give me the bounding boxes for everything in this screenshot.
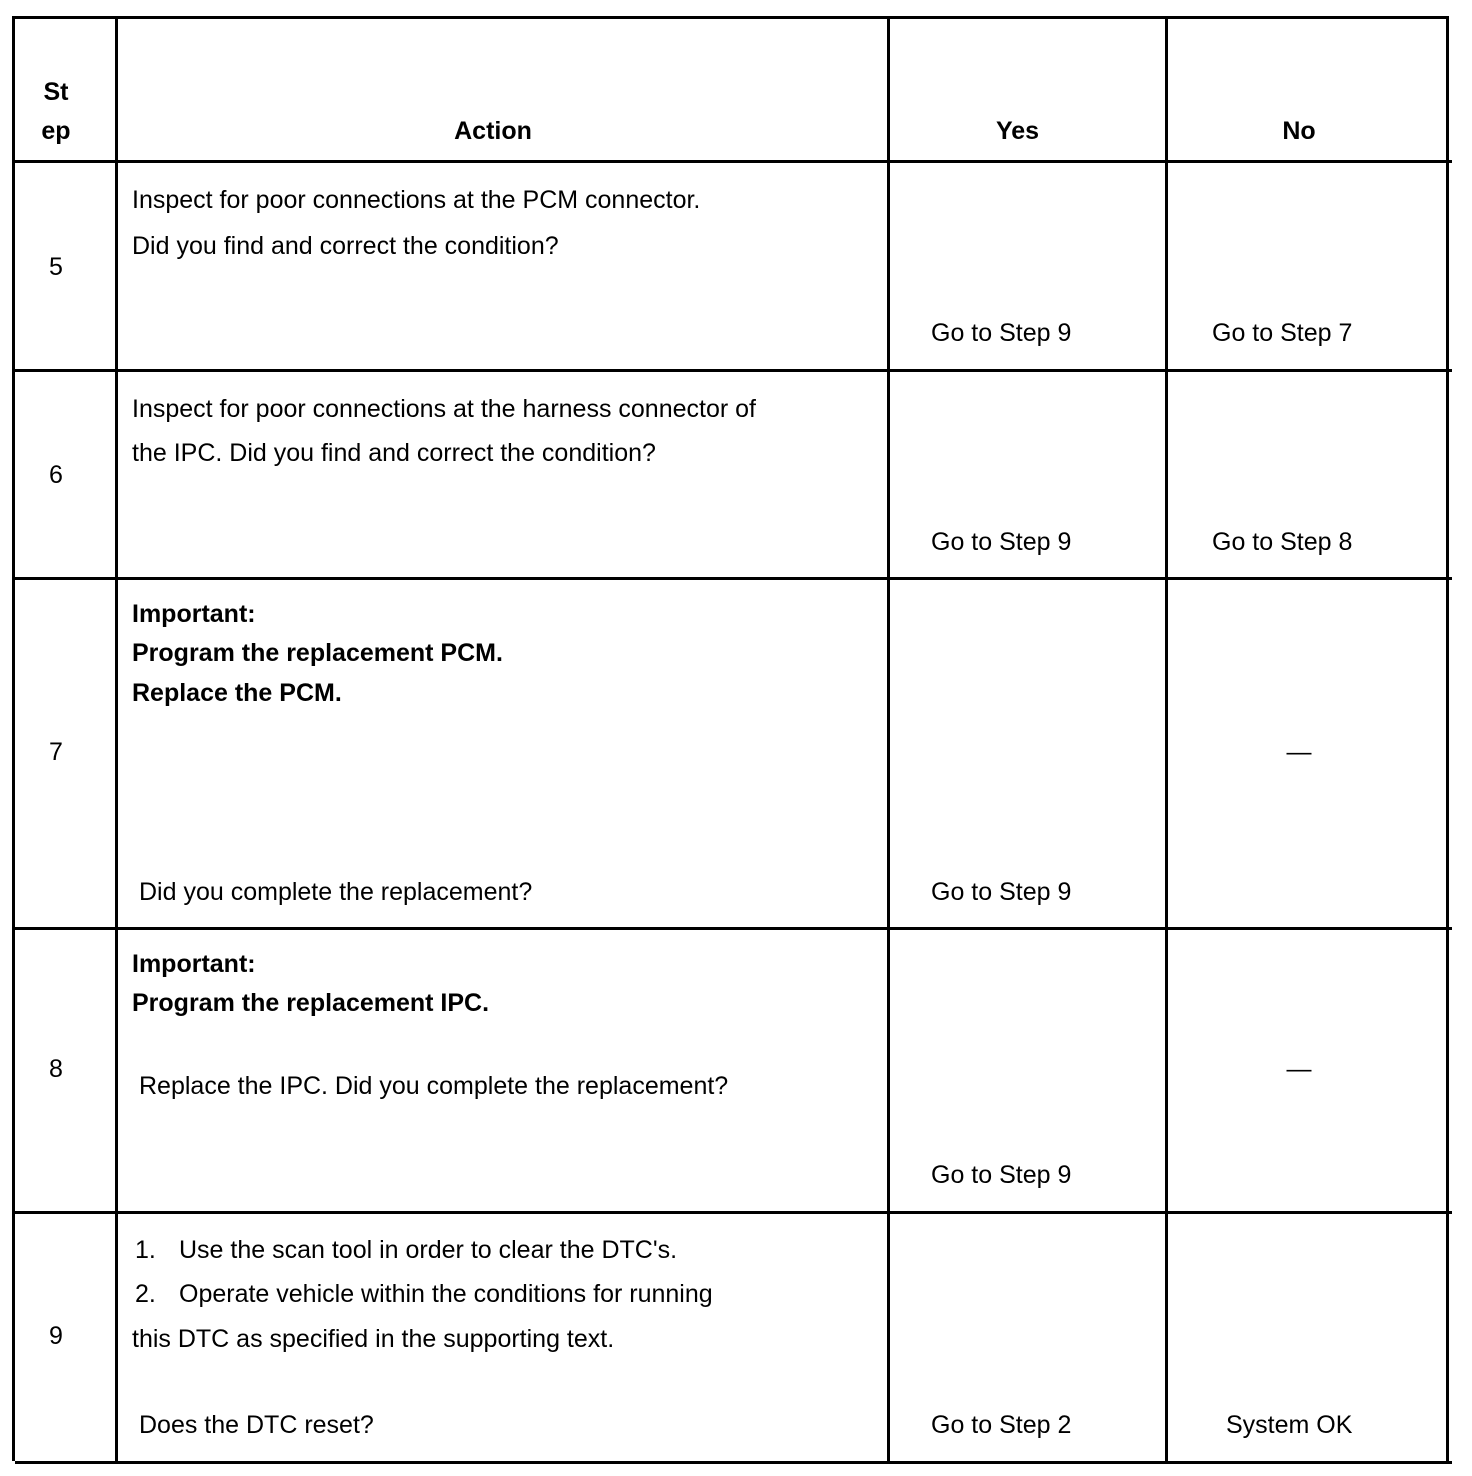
action-question: Did you complete the replacement? — [139, 878, 533, 906]
important-line: Replace the PCM. — [132, 679, 342, 707]
no-result: Go to Step 7 — [1212, 319, 1353, 347]
important-label: Important: — [132, 600, 256, 628]
step-number: 8 — [49, 1055, 63, 1083]
row-divider — [15, 1461, 1452, 1464]
important-line: Program the replacement IPC. — [132, 989, 490, 1017]
action-line: Did you find and correct the condition? — [132, 232, 559, 260]
no-result: — — [1286, 738, 1312, 766]
row-divider — [15, 577, 1452, 580]
row-divider — [15, 160, 1452, 163]
row-divider — [15, 369, 1452, 372]
action-question: Replace the IPC. Did you complete the replacement? — [139, 1072, 729, 1100]
row-divider — [15, 927, 1452, 930]
list-continuation: this DTC as specified in the supporting text. — [132, 1325, 615, 1353]
header-yes: Yes — [995, 117, 1040, 145]
header-step — [30, 80, 82, 144]
column-divider — [115, 19, 118, 1461]
step-number: 7 — [49, 738, 63, 766]
header-step-line2: ep — [41, 117, 71, 145]
list-text: Operate vehicle within the conditions for running — [179, 1280, 713, 1308]
list-number: 1. — [135, 1236, 156, 1264]
important-label: Important: — [132, 950, 256, 978]
yes-result: Go to Step 9 — [931, 528, 1072, 556]
yes-result: Go to Step 9 — [931, 319, 1072, 347]
row-divider — [15, 1211, 1452, 1214]
no-result: System OK — [1226, 1411, 1353, 1439]
step-number: 9 — [49, 1322, 63, 1350]
no-result: Go to Step 8 — [1212, 528, 1353, 556]
action-line: Inspect for poor connections at the harness connector of — [132, 395, 756, 423]
column-divider — [887, 19, 890, 1461]
action-line: the IPC. Did you find and correct the condition? — [132, 439, 656, 467]
step-number: 5 — [49, 253, 63, 281]
no-result: — — [1286, 1055, 1312, 1083]
yes-result: Go to Step 9 — [931, 878, 1072, 906]
header-action: Action — [454, 117, 532, 145]
list-number: 2. — [135, 1280, 156, 1308]
header-no: No — [1282, 117, 1316, 145]
list-text: Use the scan tool in order to clear the DTC's. — [179, 1236, 678, 1264]
column-divider — [1446, 19, 1449, 1461]
step-number: 6 — [49, 461, 63, 489]
header-step-line1: St — [43, 78, 69, 106]
action-question: Does the DTC reset? — [139, 1411, 374, 1439]
yes-result: Go to Step 2 — [931, 1411, 1072, 1439]
important-line: Program the replacement PCM. — [132, 639, 503, 667]
yes-result: Go to Step 9 — [931, 1161, 1072, 1189]
action-line: Inspect for poor connections at the PCM connector. — [132, 186, 701, 214]
